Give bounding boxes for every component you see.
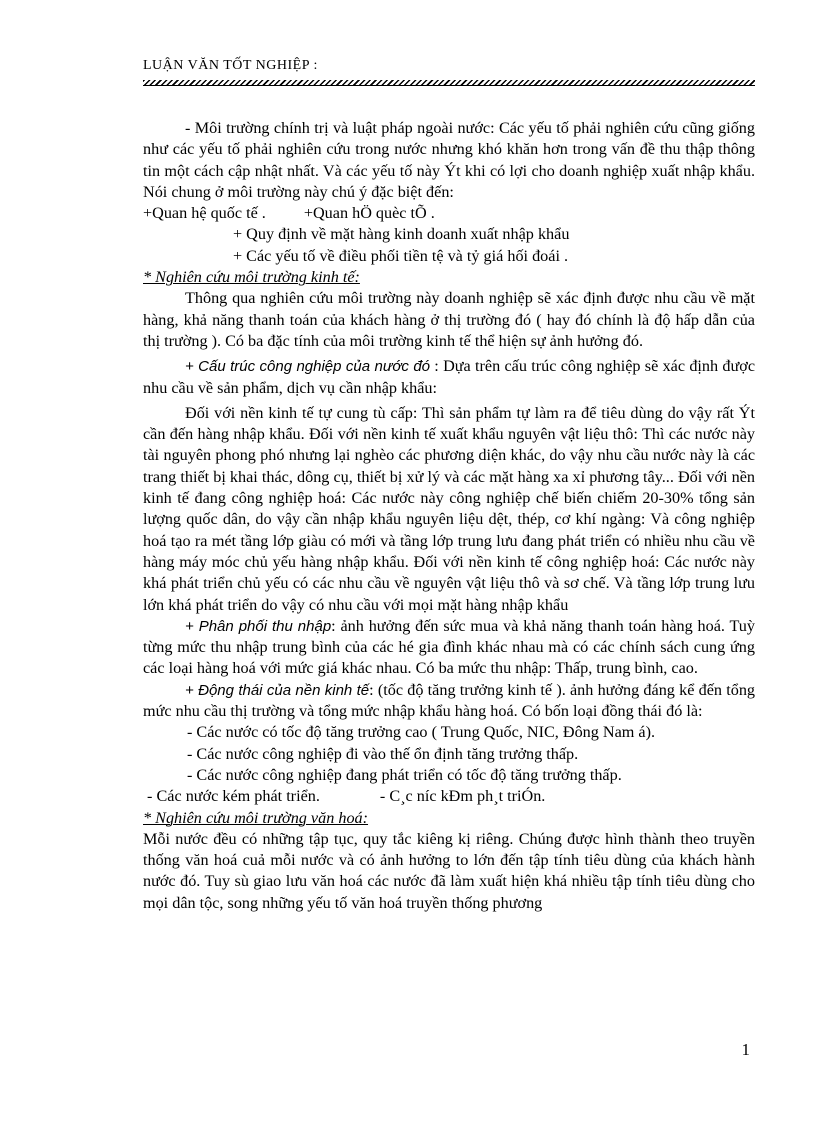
section-heading-culture: * Nghiên cứu môi trường văn hoá: (143, 808, 369, 827)
underdeveloped-text: - Các nước kém phát triển. (147, 787, 320, 806)
page-number: 1 (741, 1040, 750, 1059)
paragraph-culture: Mỗi nước đều có những tập tục, quy tắc kiêng kị riêng. Chúng được hình thành theo truyền thống văn hoá cuả mỗi nước và có ảnh hưởng to lớn đến tập tính tiêu dùng của khách hành nước đó. Tuy sù giao lưu văn hoá các nước đã làm xuất hiện khá nhiều tập tính tiêu dùng cho mọi dân tộc, song những yếu tố văn hoá truyền thống phương (143, 829, 755, 912)
underdeveloped-garbled-text: - C¸c níc kÐm ph¸t triÓn. (379, 787, 546, 806)
income-distribution-text: : ảnh hưởng đến sức mua và khả năng thanh toán hàng hoá. Tuỳ từng mức thu nhập trung bình của các hé gia đình khác nhau mà có các chính sách cung ứng các loại hàng hoá với mức giá khác nhau. Có ba mức thu nhập: Thấp, trung bình, cao. (143, 616, 755, 678)
section-heading-economic: * Nghiên cứu môi trường kinh tế: (143, 268, 360, 287)
income-distribution-label: + Phân phối thu nhập (185, 617, 332, 635)
list-item-high-growth: - Các nước có tốc độ tăng trưởng cao ( Trung Quốc, NIC, Đông Nam á). (187, 723, 656, 742)
economic-dynamics-label: + Động thái của nền kinh tế (185, 681, 370, 699)
header-divider (143, 80, 755, 86)
header-title: LUẬN VĂN TỐT NGHIỆP : (143, 58, 318, 73)
paragraph-regulation-item: + Quy định về mặt hàng kinh doanh xuất nhập khẩu (233, 225, 570, 244)
list-item-stable-growth: - Các nước công nghiệp đi vào thế ổn định tăng trưởng thấp. (187, 744, 579, 763)
page-header (143, 58, 755, 86)
industrial-structure-text: : Dựa trên cấu trúc công nghiệp sẽ xác định được nhu cầu về sản phẩm, dịch vụ cần nhập khẩu: (143, 357, 755, 397)
document-body (143, 118, 755, 914)
paragraph-economic-dynamics (143, 680, 755, 723)
economic-dynamics-text: : (tốc độ tăng trưởng kinh tế ). ảnh hưởng đáng kể đến tổng mức nhu cầu thị trường và tổng mức nhập khẩu hàng hoá. Có bốn loại đồng thái đó là: (143, 680, 756, 721)
paragraph-income-distribution (143, 616, 755, 680)
list-item-underdeveloped (143, 786, 755, 807)
intl-relations-text: +Quan hệ quốc tế . (143, 204, 266, 223)
paragraph-international-relations (143, 203, 755, 224)
paragraph-exchange-rate-item: + Các yếu tố về điều phối tiền tệ và tỷ giá hối đoái . (233, 246, 569, 265)
paragraph-industrial-structure (143, 356, 755, 399)
list-item-developing-growth: - Các nước công nghiệp đang phát triển có tốc độ tăng trưởng thấp. (187, 765, 622, 784)
paragraph-economy-types: Đối với nền kinh tế tự cung tù cấp: Thì sản phẩm tự làm ra để tiêu dùng do vậy rất Ýt cần đến hàng nhập khẩu. Đối với nền kinh tế xuất khẩu nguyên vật liệu thô: Thì các nước này tài nguyên phong phó nhưng lại nghèo các phương diện khác, do vậy nhu cầu nước này là các trang thiết bị khai thác, dông cụ, thiết bị xử lý và các mặt hàng xa xỉ phương tây... Đối với nền kinh tế đang công nghiệp hoá: Các nước này công nghiệp chế biến chiếm 20-30% tổng sản lượng quốc dân, do vậy cần nhập khẩu nguyên liệu dệt, thép, cơ khí ngàng: Và công nghiệp hoá tạo ra mét tầng lớp giàu có mới và tầng lớp trung lưu đang phát triển có nhiều nhu cầu về hàng máy móc chủ yếu hàng nhập khẩu. Đối với nền kinh tế công nghiệp hoá: Các nước này khá phát triển chủ yếu có các nhu cầu về nguyên vật liệu thô và sơ chế. Và tầng lớp trung lưu lớn khá phát triển do vậy có nhu cầu với mọi mặt hàng nhập khẩu (143, 403, 755, 614)
intl-relations-garbled-text: +Quan hÖ quèc tÕ . (303, 204, 435, 223)
industrial-structure-label: + Cấu trúc công nghiệp của nước đó (185, 358, 431, 376)
paragraph-economic-intro: Thông qua nghiên cứu môi trường này doanh nghiệp sẽ xác định được nhu cầu về mặt hàng, khả năng thanh toán của khách hàng ở thị trường đó ( hay đó chính là độ hấp dẫn của thị trường ). Có ba đặc tính của môi trường kinh tế thể hiện sự ảnh hưởng đó. (143, 289, 755, 350)
paragraph-political-environment: - Môi trường chính trị và luật pháp ngoài nước: Các yếu tố phải nghiên cứu cũng giống như các yếu tố phải nghiên cứu trong nước nhưng khó khăn hơn trong vấn đề thu thập thông tin một cách cập nhật nhất. Và các yếu tố này Ýt khi có lợi cho doanh nghiệp xuất nhập khẩu. Nói chung ở môi trường này chú ý đặc biệt đến: (143, 119, 755, 201)
